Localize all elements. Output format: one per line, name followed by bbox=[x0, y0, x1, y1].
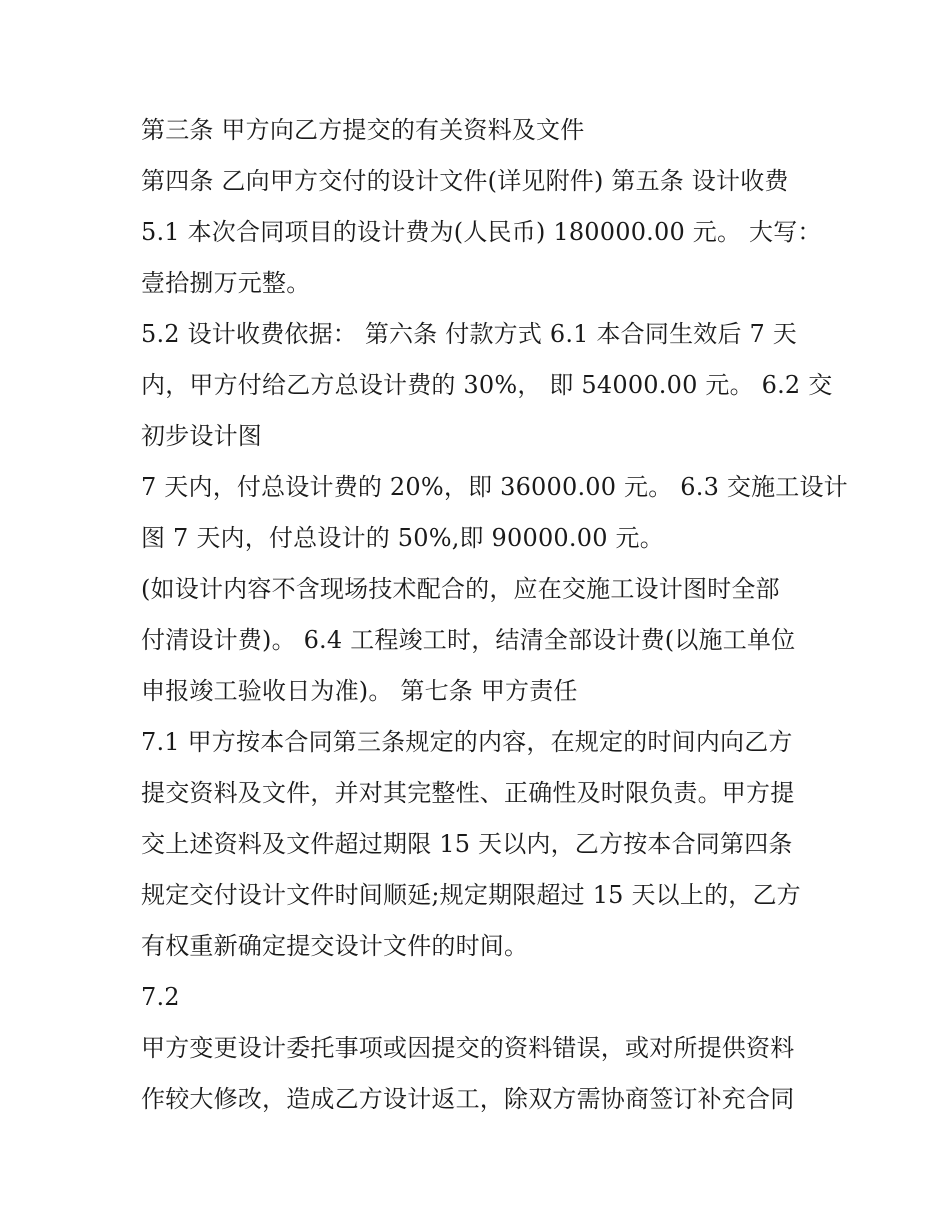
text-line: 申报竣工验收日为准)。 第七条 甲方责任 bbox=[141, 677, 578, 705]
text-line: 交上述资料及文件超过期限 15 天以内，乙方按本合同第四条 bbox=[141, 830, 793, 858]
text-line: 5.1 本次合同项目的设计费为(人民币) 180000.00 元。 大写： bbox=[141, 218, 822, 246]
text-line: 图 7 天内，付总设计的 50%,即 90000.00 元。 bbox=[141, 524, 664, 552]
text-line: 5.2 设计收费依据： 第六条 付款方式 6.1 本合同生效后 7 天 bbox=[141, 320, 798, 348]
text-line: 7 天内，付总设计费的 20%，即 36000.00 元。 6.3 交施工设计 bbox=[141, 473, 848, 501]
text-line: 第三条 甲方向乙方提交的有关资料及文件 bbox=[141, 116, 585, 144]
text-line: 甲方变更设计委托事项或因提交的资料错误，或对所提供资料 bbox=[141, 1034, 795, 1062]
text-line: 壹拾捌万元整。 bbox=[141, 269, 311, 297]
text-line: 作较大修改，造成乙方设计返工，除双方需协商签订补充合同 bbox=[141, 1085, 795, 1113]
text-line: (如设计内容不含现场技术配合的，应在交施工设计图时全部 bbox=[141, 575, 780, 603]
text-line: 7.1 甲方按本合同第三条规定的内容，在规定的时间内向乙方 bbox=[141, 728, 793, 756]
text-line: 规定交付设计文件时间顺延;规定期限超过 15 天以上的，乙方 bbox=[141, 881, 801, 909]
text-line: 付清设计费)。 6.4 工程竣工时，结清全部设计费(以施工单位 bbox=[141, 626, 796, 654]
document-body bbox=[141, 110, 848, 1130]
text-line: 提交资料及文件，并对其完整性、正确性及时限负责。甲方提 bbox=[141, 779, 795, 807]
text-line: 7.2 bbox=[141, 983, 180, 1011]
text-line: 初步设计图 bbox=[141, 422, 262, 450]
text-line: 有权重新确定提交设计文件的时间。 bbox=[141, 932, 529, 960]
text-line: 内，甲方付给乙方总设计费的 30%， 即 54000.00 元。 6.2 交 bbox=[141, 371, 833, 399]
text-line: 第四条 乙向甲方交付的设计文件(详见附件) 第五条 设计收费 bbox=[141, 167, 789, 195]
